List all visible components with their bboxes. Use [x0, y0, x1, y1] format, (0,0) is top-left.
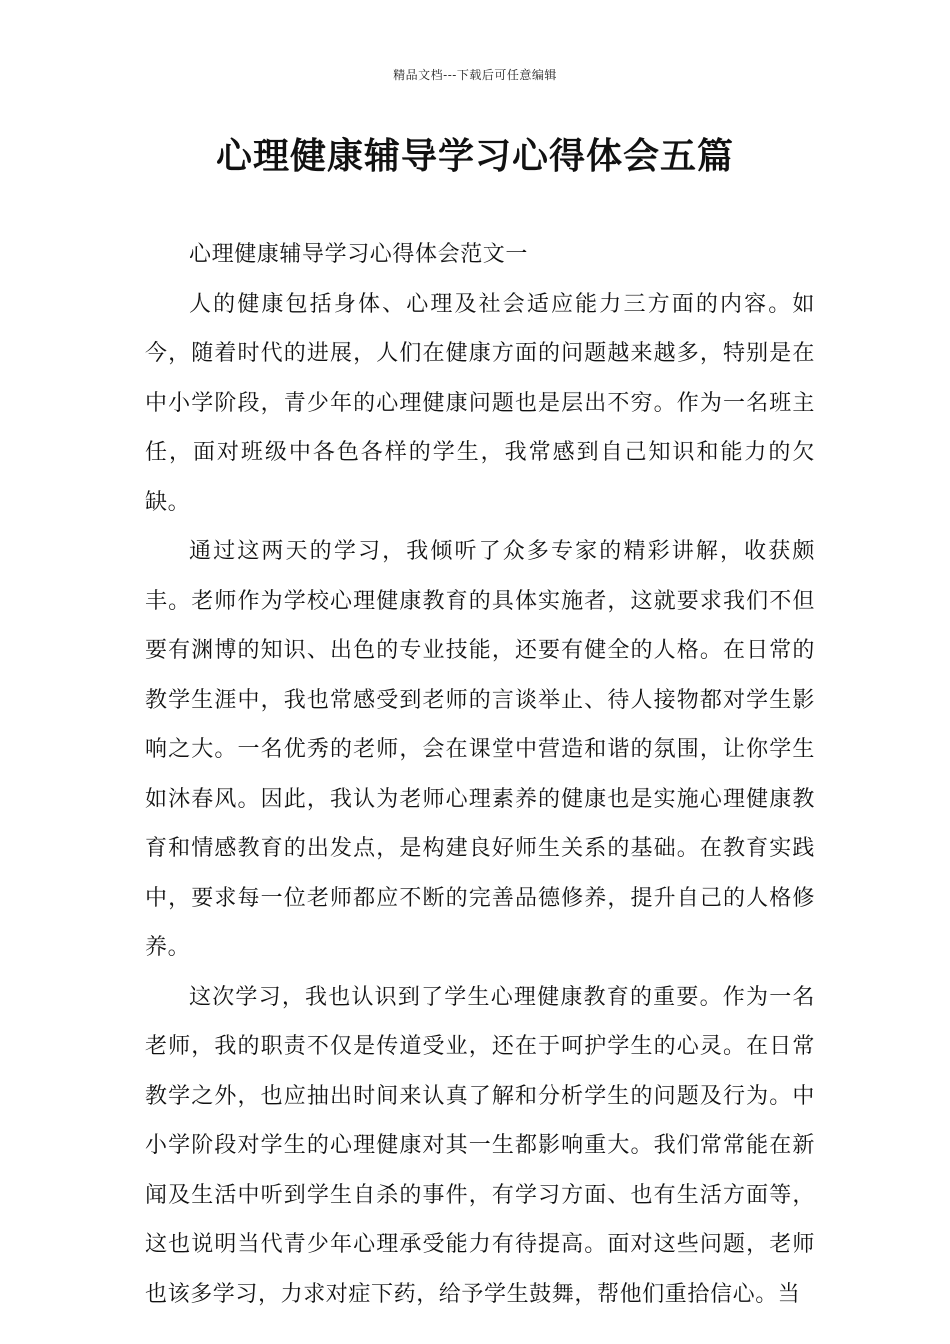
document-body — [145, 230, 815, 1319]
header-note: 精品文档---下载后可任意编辑 — [393, 68, 557, 82]
document-title: 心理健康辅导学习心得体会五篇 — [215, 136, 734, 177]
section-heading: 心理健康辅导学习心得体会范文一 — [189, 242, 529, 267]
paragraph: 人的健康包括身体、心理及社会适应能力三方面的内容。如今，随着时代的进展，人们在健康方面的问题越来越多，特别是在中小学阶段，青少年的心理健康问题也是层出不穷。作为一名班主任，面对班级中各色各样的学生，我常感到自己知识和能力的欠缺。 — [145, 291, 815, 515]
paragraph: 这次学习，我也认识到了学生心理健康教育的重要。作为一名老师，我的职责不仅是传道受业，还在于呵护学生的心灵。在日常教学之外，也应抽出时间来认真了解和分析学生的问题及行为。中小学阶段对学生的心理健康对其一生都影响重大。我们常常能在新闻及生活中听到学生自杀的事件，有学习方面、也有生活方面等，这也说明当代青少年心理承受能力有待提高。面对这些问题，老师也该多学习，力求对症下药，给予学生鼓舞，帮他们重拾信心。当 — [145, 984, 815, 1307]
paragraph: 通过这两天的学习，我倾听了众多专家的精彩讲解，收获颇丰。老师作为学校心理健康教育的具体实施者，这就要求我们不但要有渊博的知识、出色的专业技能，还要有健全的人格。在日常的教学生涯中，我也常感受到老师的言谈举止、待人接物都对学生影响之大。一名优秀的老师，会在课堂中营造和谐的氛围，让你学生如沐春风。因此，我认为老师心理素养的健康也是实施心理健康教育和情感教育的出发点，是构建良好师生关系的基础。在教育实践中，要求每一位老师都应不断的完善品德修养，提升自己的人格修养。 — [145, 539, 815, 960]
